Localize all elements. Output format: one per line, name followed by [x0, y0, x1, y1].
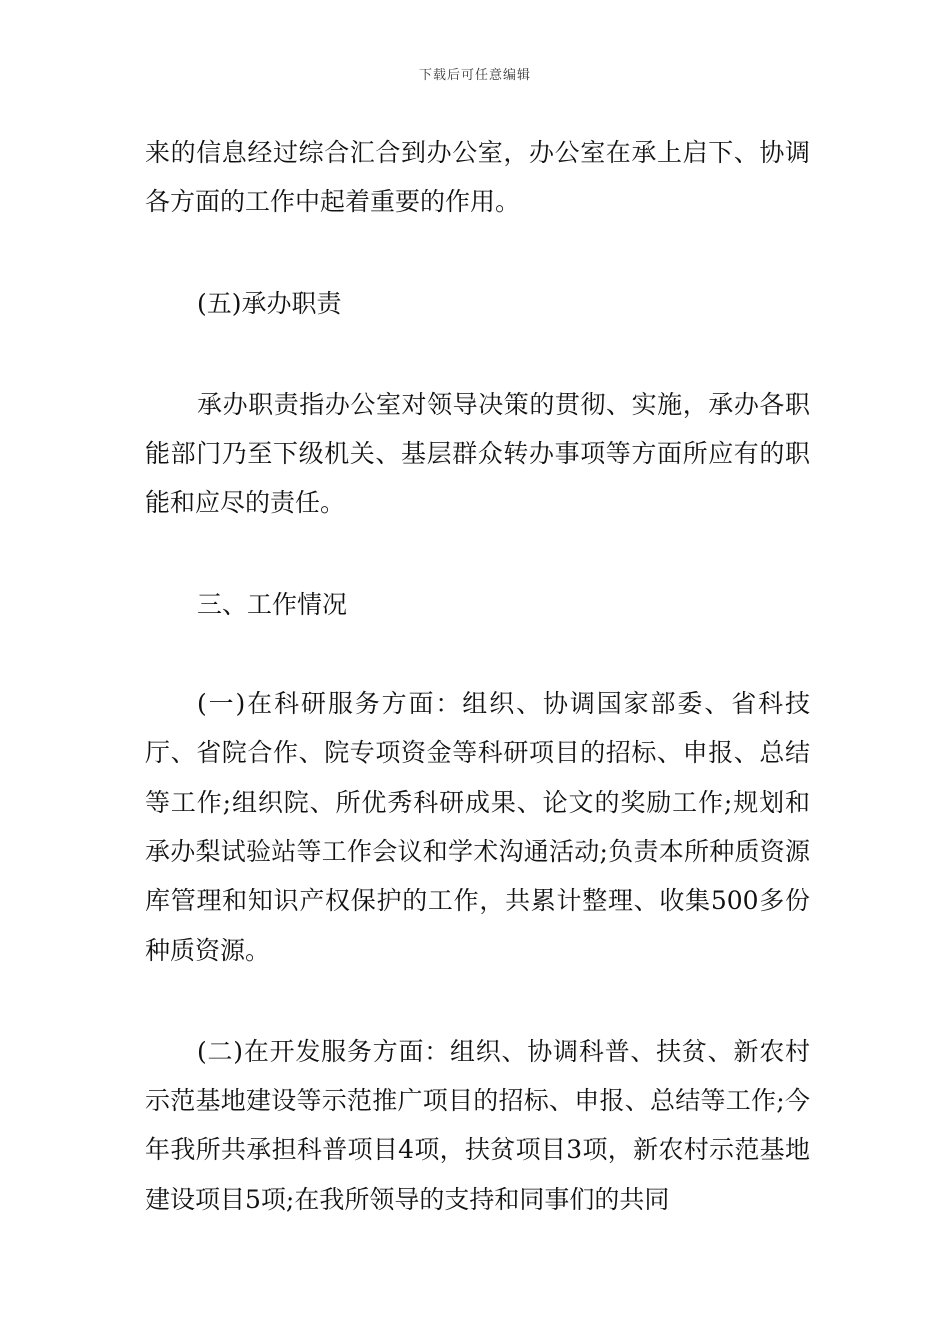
document-body — [145, 128, 810, 1224]
paragraph-spacer — [145, 975, 810, 1027]
paragraph-continuation: 来的信息经过综合汇合到办公室，办公室在承上启下、协调各方面的工作中起着重要的作用。 — [145, 138, 810, 217]
paragraph-spacer — [145, 629, 810, 679]
section-heading-undertaking-duties: (五)承办职责 — [197, 288, 342, 318]
section-heading-work-situation: 三、工作情况 — [197, 589, 348, 619]
paragraph-research-services: (一)在科研服务方面：组织、协调国家部委、省科技厅、省院合作、院专项资金等科研项目的招标、申报、总结等工作;组织院、所优秀科研成果、论文的奖励工作;规划和承办梨试验站等工作会议和学术沟通活动;负责本所种质资源库管理和知识产权保护的工作，共累计整理、收集500多份种质资源。 — [145, 689, 810, 965]
paragraph-undertaking-duties: 承办职责指办公室对领导决策的贯彻、实施，承办各职能部门乃至下级机关、基层群众转办事项等方面所应有的职能和应尽的责任。 — [145, 389, 810, 518]
paragraph-spacer — [145, 328, 810, 380]
paragraph-spacer — [145, 528, 810, 580]
paragraph-spacer — [145, 227, 810, 279]
page-header: 下载后可任意编辑 — [418, 68, 531, 83]
paragraph-development-services: (二)在开发服务方面：组织、协调科普、扶贫、新农村示范基地建设等示范推广项目的招标、申报、总结等工作;今年我所共承担科普项目4项，扶贫项目3项，新农村示范基地建设项目5项;在我所领导的支持和同事们的共同 — [145, 1036, 810, 1214]
